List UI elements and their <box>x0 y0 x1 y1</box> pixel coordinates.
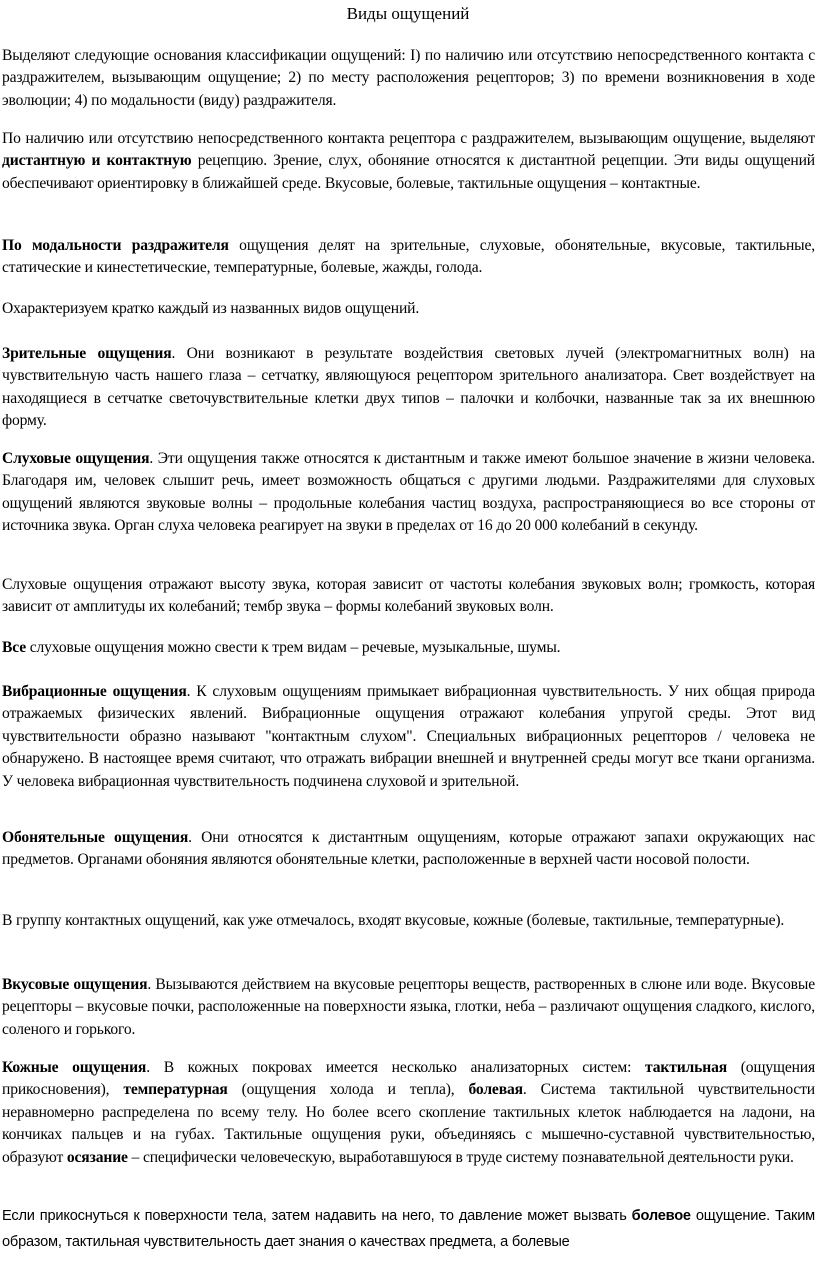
bold-term: болевая <box>468 1081 523 1099</box>
bold-term: Слуховые ощущения <box>2 450 150 467</box>
bold-term: Вкусовые ощущения <box>2 976 148 993</box>
paragraph-text: . Эти ощущения также относятся к дистантным и также имеют большое значение в жизни человека. Благодаря им, человек слышит речь, имеет возможность общаться с другими людьми. Раздражителями для слуховых ощущений являются звуковые волны – продольные колебания частиц воздуха, распространяющиеся во все стороны от источника звука. Орган слуха человека реагирует на звуки в пределах от 16 до 20 000 колебаний в секунду. <box>2 450 815 535</box>
bold-term: По модальности раздражителя <box>2 237 229 254</box>
paragraph-auditory-properties <box>2 574 815 619</box>
paragraph-auditory-types <box>2 637 815 659</box>
paragraph-olfactory <box>2 827 815 872</box>
paragraph-text: ощущения делят на зрительные, слуховые, обонятельные, вкусовые, тактильные, статические и кинестетические, температурные, болевые, жажды, голода. <box>2 237 815 277</box>
paragraph-text: (ощущения прикосновения), <box>2 1059 816 1099</box>
paragraph-skin <box>2 1057 815 1169</box>
bold-term: болевое <box>631 1208 691 1224</box>
bold-term: Вибрационные ощущения <box>2 683 187 700</box>
bold-term: Кожные ощущения <box>2 1059 147 1076</box>
paragraph-text: . Они относятся к дистантным ощущениям, которые отражают запахи окружающих нас предметов. Органами обоняния являются обонятельные клетки, расположенные в верхней части носовой полости. <box>2 829 815 869</box>
paragraph-text: . Система тактильной чувствительности неравномерно распределена по всему телу. Но более всего скопление тактильных клеток наблюдается на ладони, на кончиках пальцев и на губах. Тактильные ощущения руки, объединяясь с мышечно-суставной чувствительностью, образуют <box>2 1081 815 1166</box>
bold-term: тактильная <box>645 1059 728 1076</box>
paragraph-visual <box>2 343 815 433</box>
bold-term: осязание <box>66 1148 128 1166</box>
paragraph-text: рецепцию. Зрение, слух, обоняние относятся к дистантной рецепции. Эти виды ощущений обеспечивают ориентировку в ближайшей среде. Вкусовые, болевые, тактильные ощущения – контактные. <box>2 152 815 192</box>
bold-term: Обонятельные ощущения <box>2 829 189 846</box>
paragraph-text: слуховые ощущения можно свести к трем видам – речевые, музыкальные, шумы. <box>25 639 561 656</box>
paragraph-pressure-pain <box>2 1203 815 1255</box>
paragraph-vibration <box>2 681 815 793</box>
paragraph-text: Охарактеризуем кратко каждый из названных видов ощущений. <box>2 300 420 317</box>
paragraph-contact-group <box>2 910 815 932</box>
paragraph-text: – специфически человеческую, выработавшуюся в труде систему познавательной деятельности руки. <box>127 1148 794 1166</box>
bold-term: Все <box>2 639 26 656</box>
paragraph-text: Выделяют следующие основания классификации ощущений: I) по наличию или отсутствию непосредственного контакта с раздражителем, вызывающим ощущение; 2) по месту расположения рецепторов; 3) по времени возникновения в ходе эволюции; 4) по модальности (виду) раздражителя. <box>2 47 815 109</box>
paragraph-text: Если прикоснуться к поверхности тела, затем надавить на него, то давление может вызвать <box>2 1208 632 1224</box>
paragraph-classification-bases <box>2 45 815 112</box>
paragraph-text: . К слуховым ощущениям примыкает вибрационная чувствительность. У них общая природа отражаемых физических явлений. Вибрационные ощущения отражают колебания упругой среды. Этот вид чувствительности образно называют "контактным слухом". Специальных вибрационных рецепторов / человека не обнаружено. В настоящее время считают, что отражать вибрации внешней и внутренней среды могут все ткани организма. У человека вибрационная чувствительность подчинена слуховой и зрительной. <box>2 683 816 790</box>
paragraph-auditory <box>2 448 815 538</box>
bold-term: температурная <box>123 1081 228 1099</box>
paragraph-text: ощущение. Таким образом, тактильная чувствительность дает знания о качествах предмета, а болевые <box>2 1208 815 1250</box>
paragraph-text: . В кожных покровах имеется несколько анализаторных систем: <box>146 1059 646 1076</box>
paragraph-modality <box>2 235 815 280</box>
paragraph-distant-contact <box>2 128 815 195</box>
page-title: Виды ощущений <box>346 4 470 23</box>
paragraph-gustatory <box>2 974 815 1041</box>
paragraph-text: Слуховые ощущения отражают высоту звука, которая зависит от частоты колебания звуковых волн; громкость, которая зависит от амплитуды их колебаний; тембр звука – формы колебаний звуковых волн. <box>2 576 815 616</box>
paragraph-characterize <box>2 298 815 320</box>
bold-term: дистантную и контактную <box>2 152 192 170</box>
paragraph-text: . Они возникают в результате воздействия световых лучей (электромагнитных волн) на чувствительную часть нашего глаза – сетчатку, являющуюся рецептором зрительного анализатора. Свет воздействует на находящиеся в сетчатке светочувствительные клетки двух типов – палочки и колбочки, названные так за их внешнюю форму. <box>2 345 815 430</box>
bold-term: Зрительные ощущения <box>2 345 172 362</box>
paragraph-text: По наличию или отсутствию непосредственного контакта рецептора с раздражителем, вызывающим ощущение, выделяют <box>2 130 815 147</box>
paragraph-text: (ощущения холода и тепла), <box>227 1081 469 1099</box>
paragraph-text: В группу контактных ощущений, как уже отмечалось, входят вкусовые, кожные (болевые, тактильные, температурные). <box>2 912 785 929</box>
paragraph-text: . Вызываются действием на вкусовые рецепторы веществ, растворенных в слюне или воде. Вкусовые рецепторы – вкусовые почки, расположенные на поверхности языка, глотки, неба – различают ощущения сладкого, кислого, соленого и горького. <box>2 976 815 1038</box>
